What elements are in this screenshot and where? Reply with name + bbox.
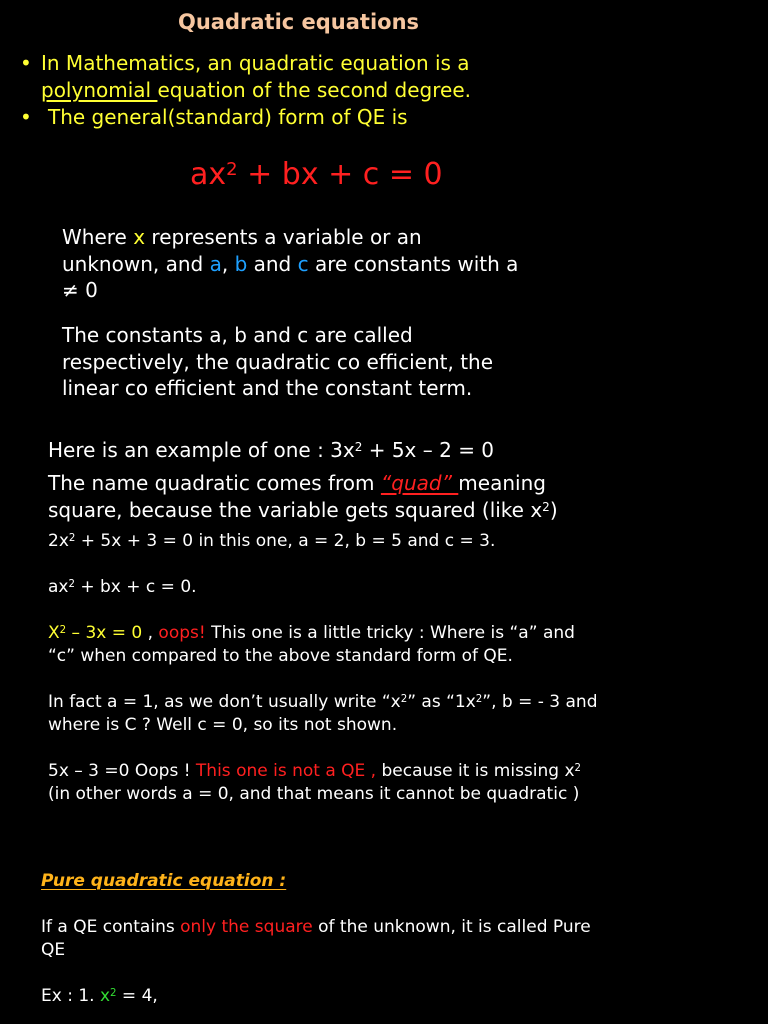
constant-c: c [297,251,309,276]
where-text: , [221,251,235,276]
tricky-text: , [142,623,159,643]
pure-example-x: x [99,986,111,1006]
tricky-equation: X [48,623,60,643]
not-qe-superscript: 2 [574,762,582,774]
pure-qe-text: of the unknown, it is called Pure [312,917,591,937]
formula-rest: + bx + c = 0 [237,157,443,192]
pure-qe-line-2: QE [41,940,66,960]
example-superscript: 2 [354,440,363,454]
standard-form-formula [190,157,443,192]
in-fact-text: ”, b = - 3 and [482,692,598,712]
name-origin-text: ) [549,497,558,522]
constant-a: a [209,251,222,276]
where-line-2 [62,251,518,278]
pure-qe-text: If a QE contains [41,917,181,937]
where-text: Where [62,225,134,249]
name-origin-line-1 [48,470,558,497]
tricky-example-line-2: “c” when compared to the above standard form of QE. [48,646,513,666]
example-one-line [48,530,495,553]
name-origin-text: square, because the variable gets squared (like x [48,497,543,522]
name-origin-text: meaning [458,471,546,495]
example-line [48,437,494,464]
where-paragraph [62,224,518,304]
pure-qe-line-1 [41,916,591,939]
general-form-text: + bx + c = 0. [74,577,197,597]
tricky-example-line-1 [48,622,575,645]
example-one-text: 2x [48,531,69,551]
constants-line-1: The constants a, b and c are called [62,323,413,347]
where-text: and [247,251,298,276]
pure-qe-example [41,985,158,1008]
example-one-text: + 5x + 3 = 0 in this one, a = 2, b = 5 and c = 3. [75,531,496,551]
in-fact-superscript: 2 [400,693,408,705]
formula-ax: ax [190,157,227,192]
polynomial-link[interactable]: polynomial [41,78,158,102]
where-line-1 [62,224,518,251]
general-form-superscript: 2 [68,578,75,590]
tricky-text: This one is a little tricky : Where is “a” and [205,623,575,643]
where-text: are constants with a [308,251,519,276]
bullet-2-marker: • [20,105,32,129]
in-fact-paragraph [48,691,597,737]
in-fact-line-2: where is C ? Well c = 0, so its not shown. [48,715,398,735]
bullet-1-line-2 [41,78,471,102]
in-fact-superscript: 2 [475,693,483,705]
example-text: Here is an example of one : 3x [48,438,355,462]
where-text: represents a variable or an [145,225,422,249]
example-text: + 5x – 2 = 0 [362,438,495,462]
in-fact-text: In fact a = 1, as we don’t usually write “x [48,692,401,712]
example-one-superscript: 2 [68,532,76,544]
constants-paragraph [62,322,493,402]
not-qe-text: because it is missing x [376,761,575,781]
not-qe-warning: This one is not a QE , [195,761,377,781]
bullet-2-text: The general(standard) form of QE is [48,105,408,129]
constants-line-3: linear co efficient and the constant term. [62,376,473,400]
not-qe-text: 5x – 3 =0 Oops ! [48,761,196,781]
general-form-line [48,576,197,599]
tricky-example-paragraph [48,622,575,668]
bullet-1-line-1: In Mathematics, an quadratic equation is a [41,51,470,75]
quad-link[interactable]: “quad” [380,471,459,495]
pure-example-text: Ex : 1. [41,986,100,1006]
not-qe-paragraph [48,760,581,806]
general-form-text: ax [48,577,69,597]
not-qe-line-1 [48,760,581,783]
constant-b: b [234,251,248,276]
bullet-1-marker: • [20,51,32,75]
bullet-1-line-2-rest: equation of the second degree. [157,78,471,102]
pure-qe-heading: Pure quadratic equation : [41,871,287,891]
name-origin-superscript: 2 [542,499,550,514]
oops-label: oops! [158,623,206,643]
pure-example-superscript: 2 [110,987,117,999]
where-text: unknown, and [62,251,210,276]
page-title: Quadratic equations [178,10,420,34]
variable-x: x [133,225,146,249]
only-square-highlight: only the square [180,917,313,937]
name-origin-paragraph [48,470,558,523]
pure-qe-paragraph [41,916,591,962]
tricky-equation-superscript: 2 [59,624,67,636]
where-line-3: ≠ 0 [62,278,98,302]
name-origin-line-2 [48,497,558,524]
not-qe-line-2: (in other words a = 0, and that means it cannot be quadratic ) [48,784,580,804]
in-fact-text: ” as “1x [407,692,476,712]
constants-line-2: respectively, the quadratic co efficient, the [62,349,494,374]
name-origin-text: The name quadratic comes from [48,471,381,495]
in-fact-line-1 [48,691,597,714]
tricky-equation: – 3x = 0 [66,623,143,643]
pure-example-text: = 4, [116,986,158,1006]
formula-superscript: 2 [226,159,238,180]
